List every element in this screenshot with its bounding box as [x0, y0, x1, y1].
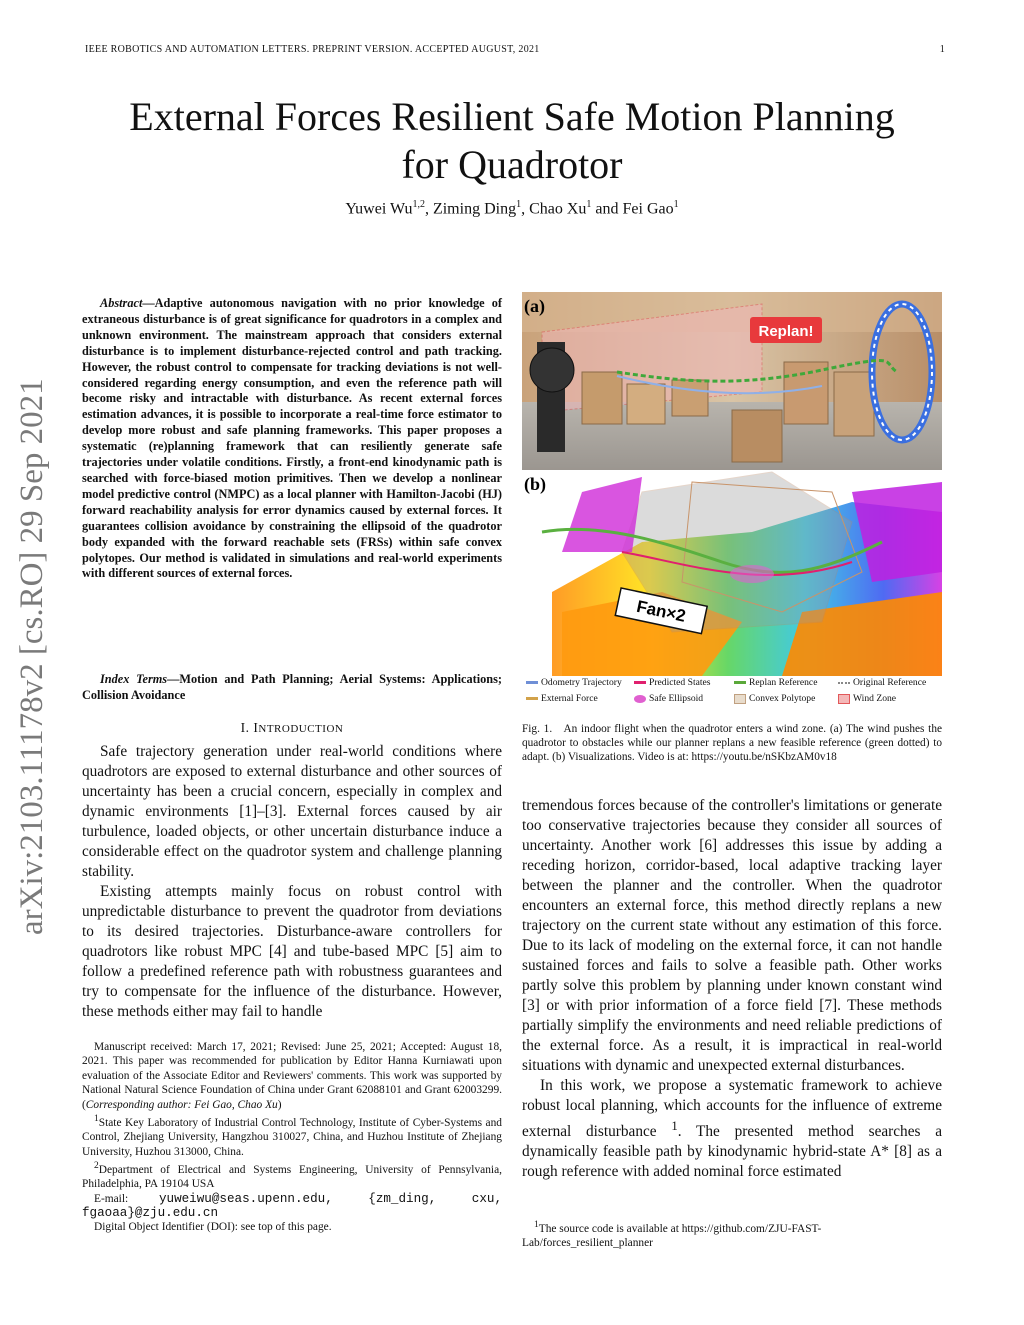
paragraph: Safe trajectory generation under real-world conditions where quadrotors are exposed to external disturbance and other sources of uncertainty has been a crucial concern, especially in complex and dynamic environments [1]–[3]. External forces caused by air turbulence, loaded objects, or other uncertain disturbance induce a considerable effect on the quadrotor system and challenge planning stability. — [82, 743, 502, 880]
section-number: I. — [240, 720, 254, 735]
legend-label: Wind Zone — [853, 693, 897, 704]
legend-label: Predicted States — [649, 677, 711, 688]
legend-item-odometry — [526, 677, 622, 688]
legend-label: Odometry Trajectory — [541, 677, 622, 688]
author-separator: , — [424, 200, 433, 218]
legend-item-replan — [734, 677, 817, 688]
convex-polytope-icon — [734, 694, 746, 704]
abstract-label: Abstract — [100, 296, 143, 310]
paper-title — [0, 93, 1024, 189]
legend-label: Original Reference — [853, 677, 927, 688]
footnote-mark: 1 — [534, 1220, 539, 1230]
manuscript-note — [82, 1040, 502, 1112]
legend-item-ellipsoid — [634, 693, 703, 704]
author-affiliation: 1 — [586, 199, 592, 210]
figure-legend — [522, 676, 942, 708]
panel-b-visualization — [522, 470, 942, 676]
aff-mark: 2 — [94, 1161, 99, 1172]
author-affiliation: 1 — [673, 199, 679, 210]
legend-label: Replan Reference — [749, 677, 818, 688]
footnote-text: The source code is available at https://github.com/ZJU-FAST-Lab/forces_resilient_planner — [522, 1222, 822, 1250]
caption-label: Fig. 1. — [522, 723, 553, 735]
right-column-body — [522, 796, 942, 1182]
caption-text: An indoor flight when the quadrotor enters a wind zone. (a) The wind pushes the quadrotor to obstacles while our planner replans a new feasible reference (green dotted) to adapt. (b) Visualizations. Video is at: https://youtu.be/nSKbzAM0v18 — [522, 723, 942, 763]
legend-item-force — [526, 693, 598, 704]
replan-text: Replan! — [758, 323, 814, 340]
left-footnotes — [82, 1040, 502, 1235]
predicted-states-icon — [634, 681, 646, 684]
panel-a-label: (a) — [524, 296, 545, 316]
title-line-2: for Quadrotor — [401, 142, 623, 187]
abstract-text: —Adaptive autonomous navigation with no prior knowledge of extraneous disturbance is of great significance for quadrotors in a complex and unknown environment. The mainstream approach that considers external disturbance is to implement disturbance-rejected control and path tracking. However, the robust control to compensate for tracking deviations is not well-considered regarding energy consumption, and even the reference path will become risky and intractable with disturbance. As recent external forces estimation advances, it is possible to incorporate a real-time force estimator to develop more robust and safe planning frameworks. This paper proposes a systematic (re)planning framework that can resiliently generate safe trajectories under volatile conditions. Firstly, a front-end kinodynamic path is searched with force-biased motion primitives. Then we develop a nonlinear model predictive control (NMPC) as a local planner with Hamilton-Jacobi (HJ) forward reachability analysis for error dynamics caused by external forces. It guarantees collision avoidance by constraining the ellipsoid of the quadrotor body expanded with the forward reachable sets (FRSs) within safe convex polytopes. Our method is validated in simulations and real-world experiments with different sources of external forces. — [82, 296, 502, 581]
author-separator: , — [521, 200, 530, 218]
legend-label: External Force — [541, 693, 598, 704]
figure-graphic — [522, 292, 942, 676]
corresponding-author: Corresponding author: Fei Gao, Chao Xu — [85, 1098, 278, 1111]
email-addresses[interactable]: yuweiwu@seas.upenn.edu, {zm_ding, cxu, fgaoaa}@zju.edu.cn — [82, 1191, 503, 1221]
footnote-1 — [522, 1218, 942, 1251]
odometry-trajectory-icon — [526, 681, 538, 684]
author-list — [0, 199, 1024, 218]
author-affiliation: 1,2 — [412, 199, 425, 210]
author-affiliation: 1 — [516, 199, 522, 210]
affiliation-2 — [82, 1159, 502, 1192]
panel-b-label: (b) — [524, 474, 546, 494]
title-line-1: External Forces Resilient Safe Motion Planning — [129, 94, 895, 139]
wind-zone-icon — [838, 694, 850, 704]
running-title: IEEE ROBOTICS AND AUTOMATION LETTERS. PREPRINT VERSION. ACCEPTED AUGUST, 2021 — [85, 44, 540, 55]
replan-reference-icon — [734, 681, 746, 684]
paragraph: tremendous forces because of the controller's limitations or generate too conservative trajectories because they consider all sources of uncertainty. Another work [6] addresses this issue by adding a receding horizon, corridor-based, local adaptive tracking layer between the planner and the controller. When the quadrotor encounters an external force, this method directly replans a new trajectory on the current state without any estimation of this force. Due to its lack of modeling on the external force, it can not handle sustained forces and fails to solve a feasible path. Other works partly solve this problem by planning under known constant wind [3] or with prior information of a force field [7]. These methods partially simplify the environments and need reliable predictions of the external force. As a result, it is impractical in real-world situations with dynamic and unexpected external disturbances. — [522, 797, 942, 1074]
author-separator: and — [591, 200, 623, 218]
legend-label: Safe Ellipsoid — [649, 693, 704, 704]
external-force-icon — [526, 697, 538, 700]
section-rest: NTRODUCTION — [258, 723, 344, 735]
legend-item-wind — [838, 693, 896, 704]
email-label: E-mail: — [94, 1192, 159, 1205]
fan-text: Fan×2 — [634, 596, 688, 626]
author-name: Chao Xu — [529, 200, 587, 218]
legend-item-original — [838, 677, 926, 688]
doi-line: Digital Object Identifier (DOI): see top of this page. — [94, 1221, 332, 1234]
right-footnote — [522, 1218, 942, 1251]
manuscript-text: Manuscript received: March 17, 2021; Revised: June 25, 2021; Accepted: August 18, 2021. This paper was recommended for publication by Editor Hanna Kurniawati upon evaluation of the Associate Editor and Reviewers' comments. This work was supported by National Natural Science Foundation of China under Grant 62088101 and Grant 62003299. ( — [82, 1041, 502, 1111]
index-terms — [82, 672, 502, 704]
index-terms-label: Index Terms — [100, 672, 168, 686]
author-name: Fei Gao — [622, 200, 674, 218]
panel-a-photo — [522, 292, 942, 470]
abstract — [82, 296, 502, 582]
aff-text: Department of Electrical and Systems Engineering, University of Pennsylvania, Philadelphia, PA 19104 USA — [82, 1163, 502, 1191]
footnote-ref[interactable]: 1 — [671, 1119, 678, 1133]
paren-close: ) — [277, 1098, 282, 1111]
figure-caption — [522, 722, 942, 764]
author-name: Yuwei Wu — [345, 200, 413, 218]
legend-item-predicted — [634, 677, 711, 688]
section-first-letter: I — [253, 720, 259, 735]
paragraph — [522, 1076, 942, 1182]
legend-label: Convex Polytope — [749, 693, 816, 704]
author-name: Ziming Ding — [432, 200, 517, 218]
email-line — [82, 1192, 502, 1221]
page-number: 1 — [939, 44, 945, 55]
running-header — [85, 44, 945, 55]
figure-1 — [522, 292, 942, 708]
aff-text: State Key Laboratory of Industrial Control Technology, Institute of Cyber-Systems and Control, Zhejiang University, Hangzhou 310027, China, and Huzhou Institute of Zhejiang University, Huzhou 313000, China. — [82, 1116, 502, 1158]
legend-item-polytope — [734, 693, 815, 704]
aff-mark: 1 — [94, 1114, 99, 1125]
introduction-body — [82, 742, 502, 1022]
paragraph-text: . The presented method searches a dynamically feasible path by kinodynamic hybrid-state A* [8] as a rough reference with added nominal force estimated — [522, 1123, 942, 1181]
paragraph: Existing attempts mainly focus on robust control with unpredictable disturbance to prevent the quadrotor from deviations to its desired trajectories. Disturbance-aware controllers for quadrotors like robust MPC [4] and tube-based MPC [5] aim to follow a predefined reference path with robustness guarantees and try to compensate for the influence of the disturbance. However, these methods either may fail to handle — [82, 883, 502, 1020]
original-reference-icon — [838, 682, 850, 684]
section-heading — [82, 720, 502, 736]
safe-ellipsoid-icon — [634, 695, 646, 703]
affiliation-1 — [82, 1112, 502, 1159]
arxiv-stamp: arXiv:2103.11178v2 [cs.RO] 29 Sep 2021 — [14, 378, 50, 935]
paragraph-text: In this work, we propose a systematic framework to achieve robust local planning, which accounts for the influence of extreme external disturbance — [522, 1077, 942, 1141]
index-terms-text: —Motion and Path Planning; Aerial Systems: Applications; Collision Avoidance — [82, 672, 502, 702]
